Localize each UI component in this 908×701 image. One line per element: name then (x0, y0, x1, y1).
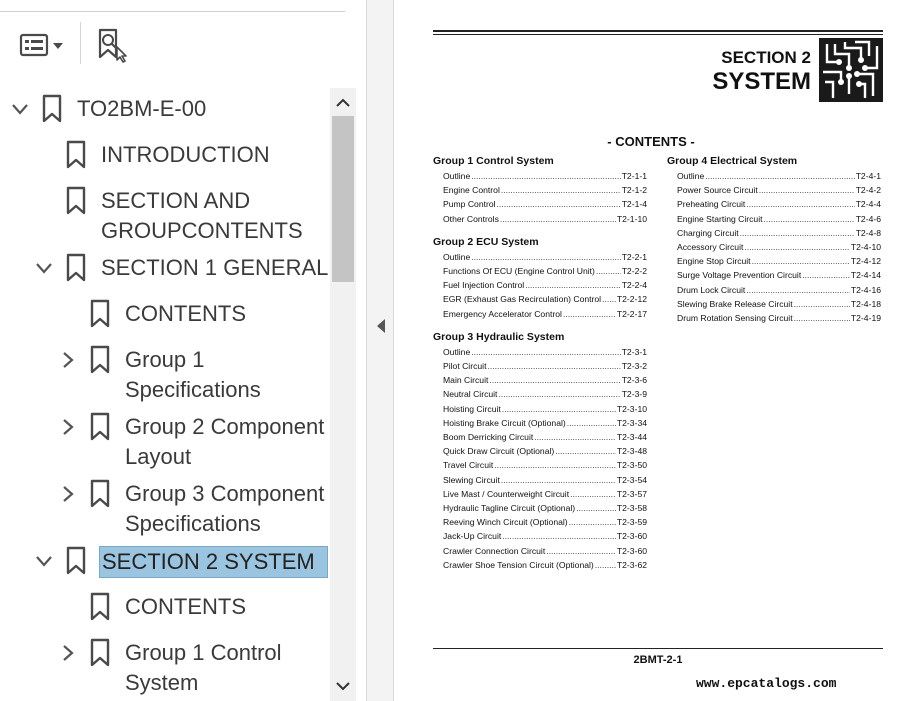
entry-title: Neutral Circuit (443, 389, 498, 400)
entry-page: T2-3-60 (616, 545, 647, 556)
expand-toggle[interactable] (57, 642, 79, 664)
contents-entry[interactable] (667, 226, 881, 240)
entry-title: Charging Circuit (677, 227, 739, 238)
entry-title: Hoisting Brake Circuit (Optional) (443, 417, 566, 428)
dot-leader (487, 359, 620, 373)
group-gap (433, 321, 647, 330)
section-number: SECTION 2 (721, 48, 811, 67)
bookmark-label-line: CONTENTS (125, 301, 246, 326)
document-page (394, 0, 908, 701)
dot-leader (502, 402, 616, 416)
bookmark-icon (42, 94, 62, 124)
collapse-toggle[interactable] (9, 98, 31, 120)
bookmark-label[interactable] (125, 479, 324, 539)
entry-title: Slewing Circuit (443, 474, 500, 485)
contents-entry[interactable] (433, 250, 647, 264)
watermark-text: www.epcatalogs.com (696, 676, 837, 691)
bookmark-label-line: Group 2 Component (125, 414, 325, 439)
bookmark-label-line: Group 1 Control (125, 640, 282, 665)
bookmark-label-line: System (125, 670, 199, 695)
dot-leader (546, 544, 616, 558)
bookmark-icon (66, 546, 86, 576)
bookmark-item[interactable] (0, 638, 330, 698)
bookmark-item[interactable] (0, 186, 330, 253)
bookmark-icon (90, 299, 110, 329)
find-current-bookmark-button[interactable] (92, 26, 130, 64)
group-gap (433, 226, 647, 235)
collapse-toggle[interactable] (33, 257, 55, 279)
dot-leader (534, 430, 616, 444)
collapse-panel-button[interactable] (373, 314, 389, 338)
bookmarks-panel (0, 0, 366, 701)
entry-title: Live Mast / Counterweight Circuit (443, 488, 570, 499)
entry-page: T2-4-18 (850, 298, 881, 309)
find-current-bookmark-icon (93, 27, 129, 63)
dot-leader (494, 458, 616, 472)
dot-leader (794, 311, 850, 325)
entry-title: Outline (443, 171, 471, 181)
contents-entry[interactable] (667, 169, 881, 183)
toolbar-divider (0, 11, 345, 12)
dot-leader (759, 183, 855, 197)
entry-page: T2-2-2 (621, 266, 647, 277)
dot-leader (752, 254, 850, 268)
entry-page: T2-3-44 (616, 432, 647, 443)
entry-page: T2-2-1 (621, 251, 647, 262)
bookmark-item[interactable] (0, 592, 330, 638)
contents-entry[interactable] (433, 501, 647, 515)
contents-entry[interactable] (433, 416, 647, 430)
entry-title: Crawler Connection Circuit (443, 545, 546, 556)
entry-page: T2-2-4 (621, 280, 647, 291)
entry-title: Other Controls (443, 213, 499, 224)
entry-page: T2-1-2 (621, 185, 647, 196)
scroll-thumb[interactable] (332, 116, 354, 282)
dot-leader (595, 558, 616, 572)
entry-page: T2-3-10 (616, 403, 647, 414)
bookmark-icon (90, 479, 110, 509)
bookmark-label[interactable] (125, 638, 282, 698)
chevron-right-icon (62, 644, 74, 662)
dot-leader (563, 307, 616, 321)
bookmark-label-line: Specifications (125, 511, 261, 536)
entry-title: Pilot Circuit (443, 361, 487, 372)
bookmark-label[interactable] (99, 546, 328, 578)
bookmark-icon (90, 345, 110, 375)
contents-entry[interactable] (433, 515, 647, 529)
header-rule-thin (433, 34, 883, 35)
entry-page: T2-4-8 (855, 227, 881, 238)
contents-entry[interactable] (433, 278, 647, 292)
dot-leader (489, 373, 620, 387)
contents-entry[interactable] (667, 283, 881, 297)
contents-entry[interactable] (433, 359, 647, 373)
bookmark-item[interactable] (0, 140, 330, 186)
entry-page: T2-4-19 (850, 313, 881, 324)
chevron-right-icon (62, 418, 74, 436)
bookmark-label[interactable] (77, 94, 206, 124)
dot-leader (497, 197, 621, 211)
bookmark-item[interactable] (0, 345, 330, 412)
bookmark-item[interactable] (0, 412, 330, 479)
contents-group-heading: Group 4 Electrical System (667, 155, 798, 167)
bookmark-options-button[interactable] (14, 28, 70, 62)
dot-leader (569, 515, 616, 529)
bookmark-icon (66, 186, 86, 216)
chevron-down-icon (53, 43, 63, 49)
entry-title: Drum Rotation Sensing Circuit (677, 313, 793, 324)
bookmarks-scrollbar[interactable] (330, 88, 356, 701)
dot-leader (764, 212, 855, 226)
chevron-down-icon (11, 103, 29, 115)
dot-leader (525, 278, 620, 292)
bookmark-label-line: SECTION AND (101, 188, 251, 213)
dot-leader (740, 226, 855, 240)
triangle-left-icon (375, 318, 387, 334)
chevron-up-icon (336, 98, 350, 108)
entry-title: Engine Control (443, 185, 500, 196)
bookmark-label-line: INTRODUCTION (101, 142, 270, 167)
entry-title: Engine Stop Circuit (677, 256, 751, 267)
dot-leader (501, 473, 616, 487)
bookmark-label-line: GROUPCONTENTS (101, 218, 303, 243)
bookmark-item[interactable] (0, 94, 330, 140)
contents-entry[interactable] (433, 197, 647, 211)
entry-title: Hoisting Circuit (443, 403, 501, 414)
entry-title: Slewing Brake Release Circuit (677, 298, 793, 309)
contents-column-right (667, 154, 881, 325)
bookmark-label[interactable] (101, 140, 270, 170)
section-title: SYSTEM (712, 68, 811, 95)
scroll-up-button[interactable] (330, 90, 356, 116)
contents-entry[interactable] (667, 212, 881, 226)
expand-toggle[interactable] (57, 416, 79, 438)
entry-title: Outline (443, 346, 471, 357)
bookmark-label-line: SECTION 1 GENERAL (101, 255, 329, 280)
contents-entry[interactable] (667, 268, 881, 282)
bookmark-label[interactable] (125, 592, 246, 622)
expand-toggle[interactable] (57, 349, 79, 371)
contents-group-heading: Group 2 ECU System (433, 235, 539, 248)
contents-entry[interactable] (667, 254, 881, 268)
bookmark-icon (66, 140, 86, 170)
expand-toggle[interactable] (57, 483, 79, 505)
bookmark-label[interactable] (125, 299, 246, 329)
contents-entry[interactable] (667, 311, 881, 325)
entry-title: Engine Starting Circuit (677, 213, 763, 224)
contents-entry[interactable] (433, 544, 647, 558)
entry-title: Emergency Accelerator Control (443, 308, 562, 319)
contents-entry[interactable] (433, 402, 647, 416)
contents-entry[interactable] (667, 240, 881, 254)
contents-entry[interactable] (433, 558, 647, 572)
dot-leader (501, 183, 621, 197)
dot-leader (471, 250, 620, 264)
contents-entry[interactable] (667, 183, 881, 197)
dot-leader (746, 283, 850, 297)
contents-entry[interactable] (433, 473, 647, 487)
dot-leader (500, 212, 616, 226)
circuit-logo-icon (819, 38, 883, 102)
chevron-down-icon (35, 555, 53, 567)
entry-page: T2-3-54 (616, 474, 647, 485)
entry-page: T2-4-12 (850, 256, 881, 267)
contents-entry[interactable] (433, 458, 647, 472)
entry-page: T2-4-1 (855, 171, 881, 181)
bookmark-label[interactable] (101, 186, 303, 246)
entry-title: Functions Of ECU (Engine Control Unit) (443, 266, 595, 277)
toolbar-separator (80, 22, 81, 64)
bookmark-label[interactable] (125, 412, 324, 472)
dot-leader (744, 240, 850, 254)
dot-leader (498, 387, 620, 401)
entry-page: T2-3-2 (621, 361, 647, 372)
bookmarks-toolbar (0, 0, 345, 80)
bookmark-item[interactable] (0, 479, 330, 546)
header-rule (433, 30, 883, 32)
dot-leader (555, 444, 616, 458)
chevron-down-icon (336, 681, 350, 691)
dot-leader (802, 268, 850, 282)
entry-title: Accessory Circuit (677, 242, 744, 253)
bookmark-item[interactable] (0, 253, 330, 299)
entry-title: Main Circuit (443, 375, 489, 386)
contents-entry[interactable] (433, 183, 647, 197)
entry-title: Hydraulic Tagline Circuit (Optional) (443, 503, 576, 514)
contents-entry[interactable] (667, 297, 881, 311)
entry-title: Boom Derricking Circuit (443, 432, 534, 443)
contents-entry[interactable] (433, 487, 647, 501)
bookmark-label-line: Layout (125, 444, 192, 469)
entry-page: T2-1-10 (616, 213, 647, 224)
entry-page: T2-4-16 (850, 284, 881, 295)
entry-page: T2-4-2 (855, 185, 881, 196)
dot-leader (705, 169, 854, 183)
entry-title: Jack-Up Circuit (443, 531, 502, 542)
dot-leader (794, 297, 850, 311)
entry-page: T2-4-14 (850, 270, 881, 281)
contents-entry[interactable] (433, 292, 647, 306)
dot-leader (567, 416, 616, 430)
bookmark-options-icon (17, 32, 67, 58)
chevron-right-icon (62, 485, 74, 503)
entry-title: Fuel Injection Control (443, 280, 525, 291)
bookmark-label-line: Group 3 Component (125, 481, 325, 506)
page-number: 2BMT-2-1 (633, 654, 683, 666)
bookmark-icon (90, 638, 110, 668)
scroll-down-button[interactable] (330, 673, 356, 699)
dot-leader (576, 501, 616, 515)
entry-page: T2-2-12 (616, 294, 647, 305)
contents-entry[interactable] (433, 345, 647, 359)
entry-page: T2-4-4 (855, 199, 881, 210)
dot-leader (471, 345, 620, 359)
bookmark-icon (66, 253, 86, 283)
bookmark-label-line: CONTENTS (125, 594, 246, 619)
dot-leader (502, 529, 616, 543)
entry-title: Preheating Circuit (677, 199, 746, 210)
bookmark-icon (90, 412, 110, 442)
dot-leader (471, 169, 620, 183)
dot-leader (596, 264, 621, 278)
dot-leader (602, 292, 616, 306)
entry-title: Outline (677, 171, 705, 181)
entry-page: T2-3-9 (621, 389, 647, 400)
contents-entry[interactable] (433, 387, 647, 401)
entry-page: T2-3-58 (616, 503, 647, 514)
chevron-down-icon (35, 262, 53, 274)
bookmark-item[interactable] (0, 299, 330, 345)
entry-title: Quick Draw Circuit (Optional) (443, 446, 555, 457)
collapse-toggle[interactable] (33, 550, 55, 572)
entry-title: Reeving Winch Circuit (Optional) (443, 517, 568, 528)
bookmark-label-line: TO2BM-E-00 (77, 96, 207, 121)
entry-page: T2-2-17 (616, 308, 647, 319)
entry-page: T2-1-1 (621, 171, 647, 181)
bookmark-label-line: Group 1 (125, 347, 205, 372)
entry-title: Drum Lock Circuit (677, 284, 746, 295)
contents-entry[interactable] (433, 430, 647, 444)
contents-entry[interactable] (667, 197, 881, 211)
entry-page: T2-3-60 (616, 531, 647, 542)
contents-column-left (433, 154, 647, 572)
contents-group-heading: Group 3 Hydraulic System (433, 330, 565, 343)
entry-title: Outline (443, 251, 471, 262)
entry-page: T2-4-10 (850, 242, 881, 253)
bookmark-label-line: Specifications (125, 377, 261, 402)
bookmark-label[interactable] (125, 345, 261, 405)
entry-title: Travel Circuit (443, 460, 494, 471)
contents-entry[interactable] (433, 212, 647, 226)
entry-title: Power Source Circuit (677, 185, 758, 196)
entry-page: T2-3-6 (621, 375, 647, 386)
entry-page: T2-3-1 (621, 346, 647, 357)
entry-page: T2-3-59 (616, 517, 647, 528)
entry-page: T2-4-6 (855, 213, 881, 224)
entry-page: T2-3-48 (616, 446, 647, 457)
contents-heading: - CONTENTS - (607, 134, 695, 149)
entry-title: Surge Voltage Prevention Circuit (677, 270, 802, 281)
bookmark-label-line: SECTION 2 SYSTEM (102, 549, 315, 574)
contents-entry[interactable] (433, 444, 647, 458)
contents-entry[interactable] (433, 529, 647, 543)
entry-page: T2-3-62 (616, 559, 647, 570)
bookmark-item[interactable] (0, 546, 330, 592)
entry-title: Crawler Shoe Tension Circuit (Optional) (443, 559, 594, 570)
contents-entry[interactable] (433, 373, 647, 387)
contents-entry[interactable] (433, 307, 647, 321)
bookmark-icon (90, 592, 110, 622)
entry-page: T2-3-57 (616, 488, 647, 499)
dot-leader (746, 197, 854, 211)
entry-page: T2-1-4 (621, 199, 647, 210)
entry-title: EGR (Exhaust Gas Recirculation) Control (443, 294, 602, 305)
entry-title: Pump Control (443, 199, 496, 210)
contents-group-heading: Group 1 Control System (433, 155, 554, 167)
contents-entry[interactable] (433, 264, 647, 278)
bookmark-label[interactable] (101, 253, 328, 283)
bookmark-tree (0, 88, 330, 701)
chevron-right-icon (62, 351, 74, 369)
entry-page: T2-3-34 (616, 417, 647, 428)
entry-page: T2-3-50 (616, 460, 647, 471)
dot-leader (570, 487, 616, 501)
panel-splitter[interactable] (366, 0, 394, 701)
contents-entry[interactable] (433, 169, 647, 183)
footer-rule (433, 648, 883, 649)
